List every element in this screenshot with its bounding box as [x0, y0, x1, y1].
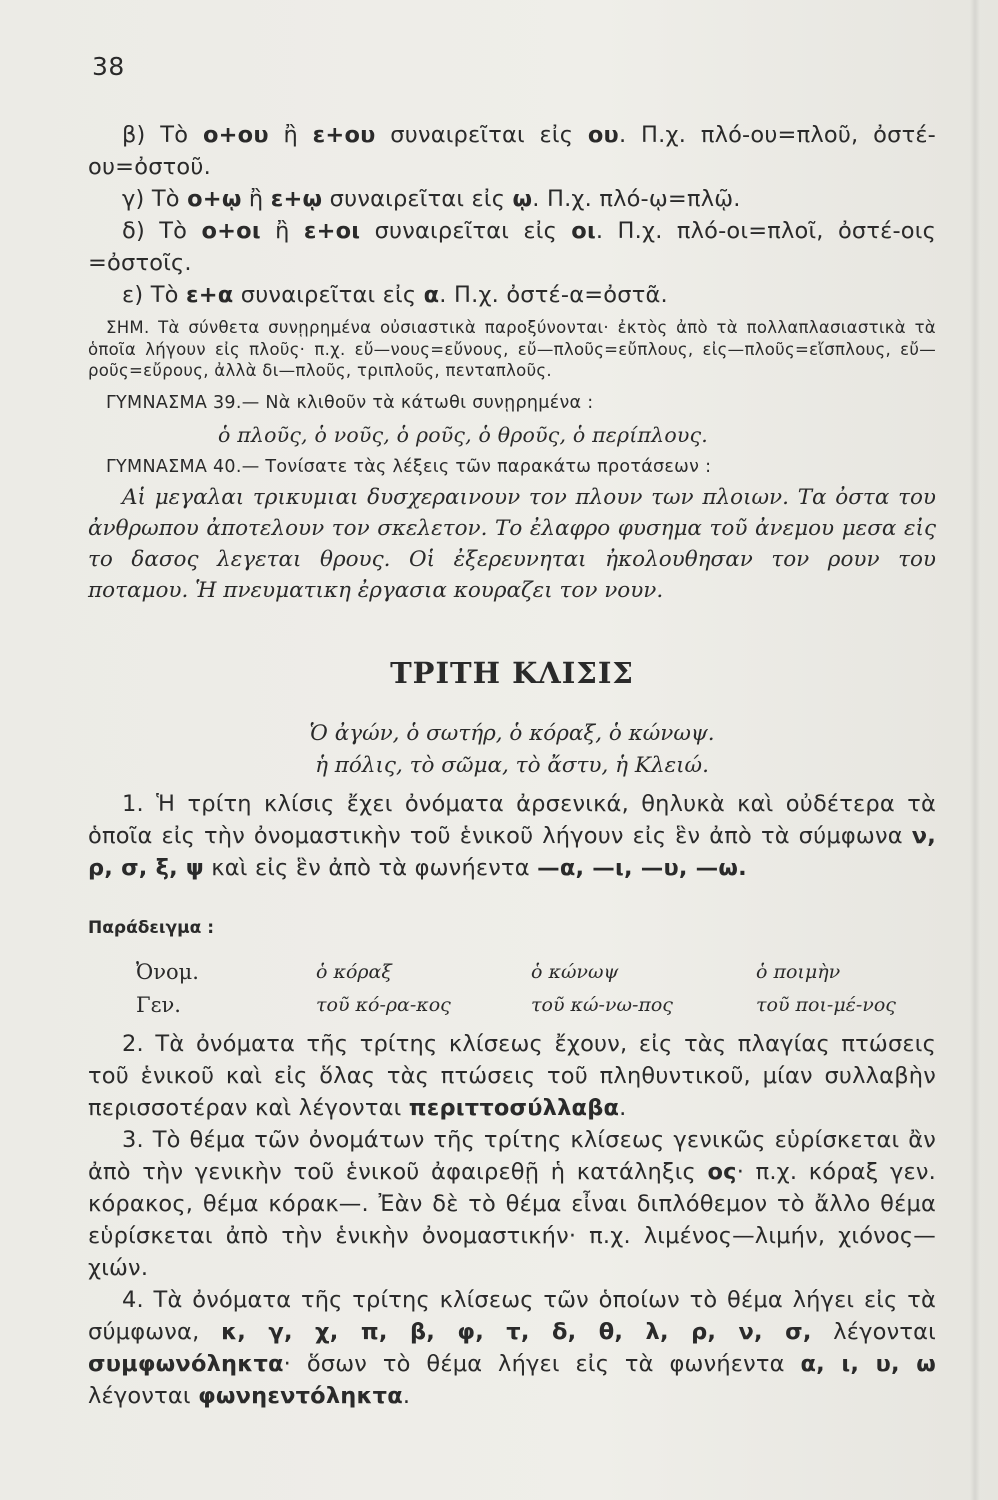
exercise-40-heading: ΓΥΜΝΑΣΜΑ 40.— Τονίσατε τὰς λέξεις τῶν παρακάτω προτάσεων : [106, 456, 712, 477]
page-edge-shadow [970, 0, 980, 1500]
section-title: ΤΡΙΤΗ ΚΛΙΣΙΣ [390, 655, 634, 690]
paradigm-word: ὁ κώνωψ [531, 960, 619, 983]
example-line-2: ἡ πόλις, τὸ σῶμα, τὸ ἄστυ, ἡ Κλειώ. [315, 752, 709, 778]
paradigm-word: τοῦ ποι-μέ-νος [756, 993, 896, 1016]
paragraph-2: 2. Τὰ ὀνόματα τῆς τρίτης κλίσεως ἔχουν, εἰς τὰς πλαγίας πτώσεις τοῦ ἑνικοῦ καὶ εἰς ὅλας τὰς πτώσεις τοῦ πληθυντικοῦ, μίαν συλλαβὴν περισσοτέραν καὶ λέγονται περιττοσύλλαβα. [88, 1030, 936, 1121]
exercise-39-words: ὁ πλοῦς, ὁ νοῦς, ὁ ροῦς, ὁ θροῦς, ὁ περίπλους. [218, 422, 708, 447]
rule-beta: β) Τὸ ο+ου ἢ ε+ου συναιρεῖται εἰς ου. Π.χ. πλό-ου=πλοῦ, ὀστέ-ου=ὀστοῦ. [88, 122, 936, 180]
case-label: Ὀνομ. [136, 959, 199, 984]
exercise-40-text: Αἱ μεγαλαι τρικυμιαι δυσχεραινουν τον πλουν των πλοιων. Τα ὀστα του ἀνθρωπου ἀποτελουν τον σκελετον. Το ἐλαφρο φυσημα τοῦ ἀνεμου μεσα εἰς το δασος λεγεται θρους. Οἱ ἐξερευνηται ἠκολουθησαν τον ρουν του ποταμου. Ἡ πνευματικη ἐργασια κουραζει τον νουν. [88, 484, 936, 603]
paradigm-row-nominative [88, 956, 936, 989]
paradigm-word: ὁ κόραξ [316, 960, 392, 983]
paradigm-word: τοῦ κό-ρα-κος [316, 993, 451, 1016]
paradigm-row-genitive [88, 989, 936, 1022]
paragraph-4: 4. Τὰ ὀνόματα τῆς τρίτης κλίσεως τῶν ὁποίων τὸ θέμα λήγει εἰς τὰ σύμφωνα, κ, γ, χ, π, β, φ, τ, δ, θ, λ, ρ, ν, σ, λέγονται συμφωνόληκτα· ὅσων τὸ θέμα λήγει εἰς τὰ φωνήεντα α, ι, υ, ω λέγονται φωνηεντόληκτα. [88, 1286, 936, 1409]
paragraph-1: 1. Ἡ τρίτη κλίσις ἔχει ὀνόματα ἀρσενικά, θηλυκὰ καὶ οὐδέτερα τὰ ὁποῖα εἰς τὴν ὀνομαστικὴν τοῦ ἑνικοῦ λήγουν εἰς ἓν ἀπὸ τὰ σύμφωνα ν, ρ, σ, ξ, ψ καὶ εἰς ἓν ἀπὸ τὰ φωνήεντα —α, —ι, —υ, —ω. [88, 790, 936, 881]
paradigm-label: Παράδειγμα : [88, 917, 215, 938]
rule-gamma: γ) Τὸ ο+ῳ ἢ ε+ῳ συναιρεῖται εἰς ῳ. Π.χ. πλό-ῳ=πλῷ. [122, 186, 741, 212]
paradigm-word: τοῦ κώ-νω-πος [531, 993, 673, 1016]
note-paragraph: ΣΗΜ. Τὰ σύνθετα συνῃρημένα οὐσιαστικὰ παροξύνονται· ἐκτὸς ἀπὸ τὰ πολλαπλασιαστικὰ τὰ ὁποῖα λήγουν εἰς πλοῦς· π.χ. εὔ—νους=εὔνους, εὔ—πλοῦς=εὔπλους, εἰς—πλοῦς=εἴσπλους, εὔ—ροῦς=εὔρους, ἀλλὰ δι—πλοῦς, τριπλοῦς, πενταπλοῦς. [88, 318, 936, 380]
example-line-1: Ὁ ἀγών, ὁ σωτήρ, ὁ κόραξ, ὁ κώνωψ. [309, 720, 715, 746]
rule-epsilon: ε) Τὸ ε+α συναιρεῖται εἰς α. Π.χ. ὀστέ-α=ὀστᾶ. [122, 282, 668, 308]
paragraph-3: 3. Τὸ θέμα τῶν ὀνομάτων τῆς τρίτης κλίσεως γενικῶς εὑρίσκεται ἂν ἀπὸ τὴν γενικὴν τοῦ ἑνικοῦ ἀφαιρεθῇ ἡ κατάληξις ος· π.χ. κόραξ γεν. κόρακος, θέμα κόρακ—. Ἐὰν δὲ τὸ θέμα εἶναι διπλόθεμον τὸ ἄλλο θέμα εὑρίσκεται ἀπὸ τὴν ἑνικὴν ὀνομαστικήν· π.χ. λιμένος—λιμήν, χιόνος—χιών. [88, 1126, 936, 1281]
rule-delta: δ) Τὸ ο+οι ἢ ε+οι συναιρεῖται εἰς οι. Π.χ. πλό-οι=πλοῖ, ὀστέ-οις =ὀστοῖς. [88, 218, 936, 276]
case-label: Γεν. [136, 992, 181, 1017]
exercise-39-heading: ΓΥΜΝΑΣΜΑ 39.— Νὰ κλιθοῦν τὰ κάτωθι συνῃρημένα : [106, 392, 594, 413]
paradigm-word: ὁ ποιμὴν [756, 960, 841, 983]
page-number: 38 [92, 52, 125, 81]
